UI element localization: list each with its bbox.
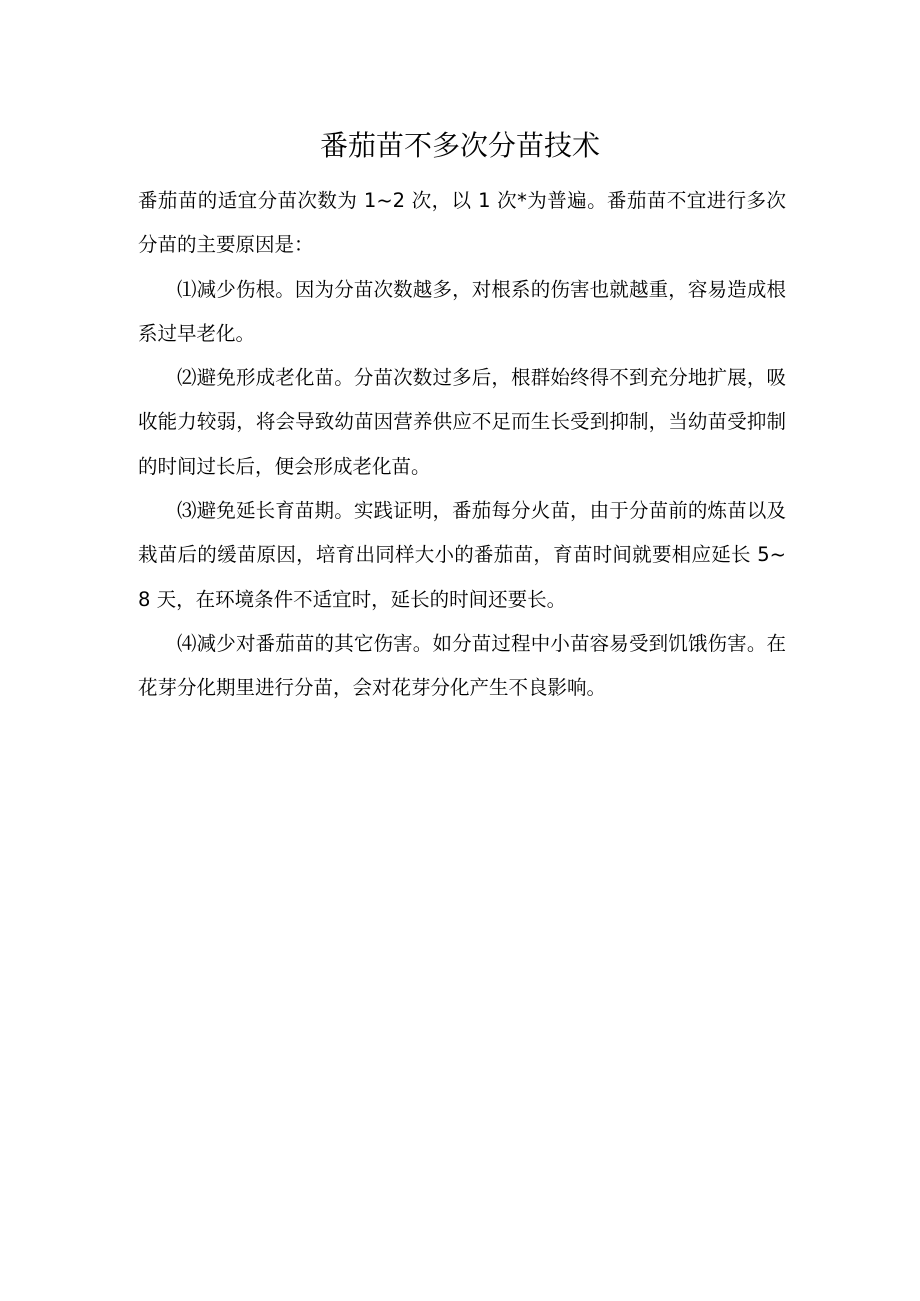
reason-paragraph-3: ⑶避免延长育苗期。实践证明，番茄每分火苗，由于分苗前的炼苗以及栽苗后的缓苗原因，培育出同样大小的番茄苗，育苗时间就要相应延长 5~8 天，在环境条件不适宜时，延长的时间还要长。 xyxy=(138,499,786,611)
reason-paragraph-2: ⑵避免形成老化苗。分苗次数过多后，根群始终得不到充分地扩展，吸收能力较弱，将会导致幼苗因营养供应不足而生长受到抑制，当幼苗受抑制的时间过长后，便会形成老化苗。 xyxy=(138,366,786,478)
reason-paragraph-1: ⑴减少伤根。因为分苗次数越多，对根系的伤害也就越重，容易造成根系过早老化。 xyxy=(138,277,786,345)
document-body xyxy=(138,179,786,711)
document-title: 番茄苗不多次分苗技术 xyxy=(319,129,600,162)
intro-paragraph: 番茄苗的适宜分苗次数为 1~2 次，以 1 次*为普遍。番茄苗不宜进行多次分苗的主要原因是： xyxy=(138,189,786,257)
reason-paragraph-4: ⑷减少对番茄苗的其它伤害。如分苗过程中小苗容易受到饥饿伤害。在花芽分化期里进行分苗，会对花芽分化产生不良影响。 xyxy=(138,631,786,700)
